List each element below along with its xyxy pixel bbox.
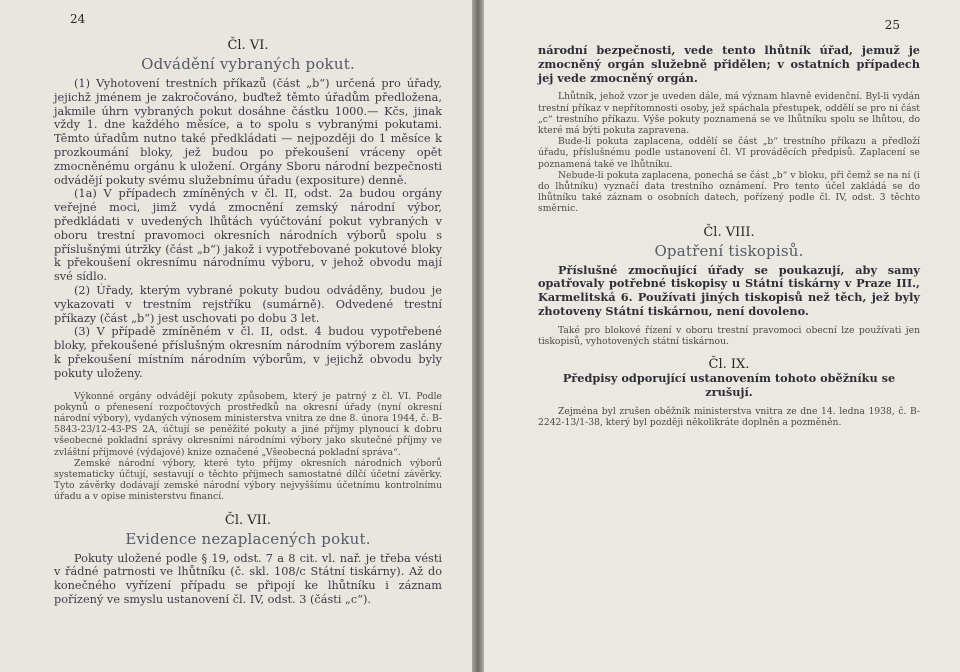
article-vii-title: Evidence nezaplacených pokut. [125, 529, 371, 548]
article-ix-heading: Čl. IX. [708, 357, 750, 373]
left-page [0, 0, 472, 672]
article-viii-paragraph: Příslušné zmocňující úřady se poukazují, aby samy opatřovaly potřebné tiskopisy u Státní tiskárny v Praze III., Karmelitská 6. Používati jiných tiskopisů než těch, jež byly zhotoveny Státní tiskárnou, není dovoleno. [538, 262, 920, 319]
right-page [484, 0, 960, 672]
article-ix-note: Zejména byl zrušen oběžník ministerstva vnitra ze dne 14. ledna 1938, č. B-2242-13/1-38, který byl později několikráte doplněn a pozměněn. [538, 405, 920, 429]
article-viii-heading: Čl. VIII. [703, 224, 755, 240]
article-vii-paragraph: Pokuty uložené podle § 19, odst. 7 a 8 cit. vl. nař. je třeba vésti v řádné patrnosti ve lhůtníku (č. skl. 108/c Státní tiskárny). Až do konečného vyřízení případu se připojí ke lhůtníku i záznam pořízený ve smyslu ustanovení čl. IV, odst. 3 (části „c“). [54, 551, 442, 606]
article-vi-note-1: Výkonné orgány odvádějí pokuty způsobem, který je patrný z čl. VI. Podle pokynů o přenesení rozpočtových prostředků na okresní úřady (nyní okresní národní výbory), vydaných výnosem ministerstva vnitra ze dne 8. února 1944, č. B-5843-23/12-43-PS 2A, účtují se peněžité pokuty a jiné příjmy plynoucí k dobru všeobecné pokladní správy okresními národními výbory jako skutečné příjmy ve zvláštní příjmové (výdajové) knize označené „Všeobecná pokladní správa“. [54, 390, 442, 458]
right-note-3: Nebude-li pokuta zaplacena, ponechá se část „b“ v bloku, při čemž se na ní (i do lhůtníku) vyznačí data trestního oznámení. Pro tento účel zakládá se do lhůtníku také záznam o osobních datech, pořízený podle čl. IV, odst. 3 těchto směrnic. [538, 169, 920, 215]
article-viii-title: Opatření tiskopisů. [654, 241, 804, 260]
right-note-1: Lhůtník, jehož vzor je uveden dále, má význam hlavně evidenční. Byl-li vydán trestní příkaz v nepřítomnosti osoby, jež spáchala přestupek, oddělí se pro ni část „c“ trestního příkazu. Výše pokuty poznamená se ve lhůtníku spolu se lhůtou, do které má býti pokuta zapravena. [538, 91, 920, 136]
book-gutter [472, 0, 484, 672]
article-vi-note-2: Zemské národní výbory, které tyto příjmy okresních národních výborů systematicky účtují, sestavují o těchto příjmech samostatné dílčí účetní závěrky. Tyto závěrky dodávají zemské národní výbory nejvyššímu účetnímu kontrolnímu úřadu a v opise ministerstvu financí. [54, 457, 442, 503]
article-vi-paragraph-1: (1) Vyhotovení trestních příkazů (část „b“) určená pro úřady, jejichž jménem je zakročováno, buďtež těmto úřadům předložena, jakmile úhrn vybraných pokut dosáhne částku 1000.— Kčs, jinak vždy 1. dne každého měsíce, a to spolu s vybranými pokutami. Těmto úřadům nutno také předkládati — nejpozději do 1 měsíce k prozkoumání bloky, jež budou po překoušení vráceny opět zmocněnému orgánu k uložení. Orgány Sboru národní bezpečnosti odvádějí pokuty svému služebnímu úřadu (expositure) denně. [54, 77, 442, 187]
left-page-number: 24 [70, 12, 86, 26]
right-note-2: Bude-li pokuta zaplacena, oddělí se část „b“ trestního příkazu a předloží úřadu, příslušnému podle ustanovení čl. VI prováděcích předpisů. Zaplacení se poznamená také ve lhůtníku. [538, 136, 920, 170]
article-vi-paragraph-3: (3) V případě zmíněném v čl. II, odst. 4 budou vypotřebené bloky, překoušené příslušným okresním národním výborem zaslány k překoušení místním národním výborům, v jejichž obvodu byly pokuty uloženy. [54, 325, 442, 380]
right-intro-paragraph: národní bezpečnosti, vede tento lhůtník úřad, jemuž je zmocněný orgán služebně přidělen; v ostatních případech jej vede zmocněný orgán. [538, 43, 920, 85]
article-vi-paragraph-2: (2) Úřady, kterým vybrané pokuty budou odváděny, budou je vykazovati v trestním rejstříku (sumárně). Odvedené trestní příkazy (část „b“) jest uschovati po dobu 3 let. [54, 283, 442, 325]
article-vi-heading: Čl. VI. [227, 38, 269, 53]
article-vii-heading: Čl. VII. [224, 512, 272, 528]
article-vi-paragraph-1a: (1a) V případech zmíněných v čl. II, odst. 2a budou orgány veřejné moci, jimž vydá zmocnění zemský národní výbor, předkládati v uvedených lhůtách vyúčtování pokut vybraných v oboru trestní pravomoci okresních národních výborů spolu s příslušnými útržky (část „b“) jakož i vypotřebované pokutové bloky k překoušení okresnímu národnímu výboru, v jehož obvodu mají své sídlo. [54, 187, 442, 284]
article-ix-title: Předpisy odporující ustanovením tohoto oběžníku se zrušují. [562, 371, 896, 400]
article-vi-title: Odvádění vybraných pokut. [141, 55, 355, 73]
article-viii-note: Také pro blokové řízení v oboru trestní pravomoci obecní lze používati jen tiskopisů, vyhotovených státní tiskárnou. [538, 324, 920, 348]
right-page-number: 25 [884, 18, 900, 32]
